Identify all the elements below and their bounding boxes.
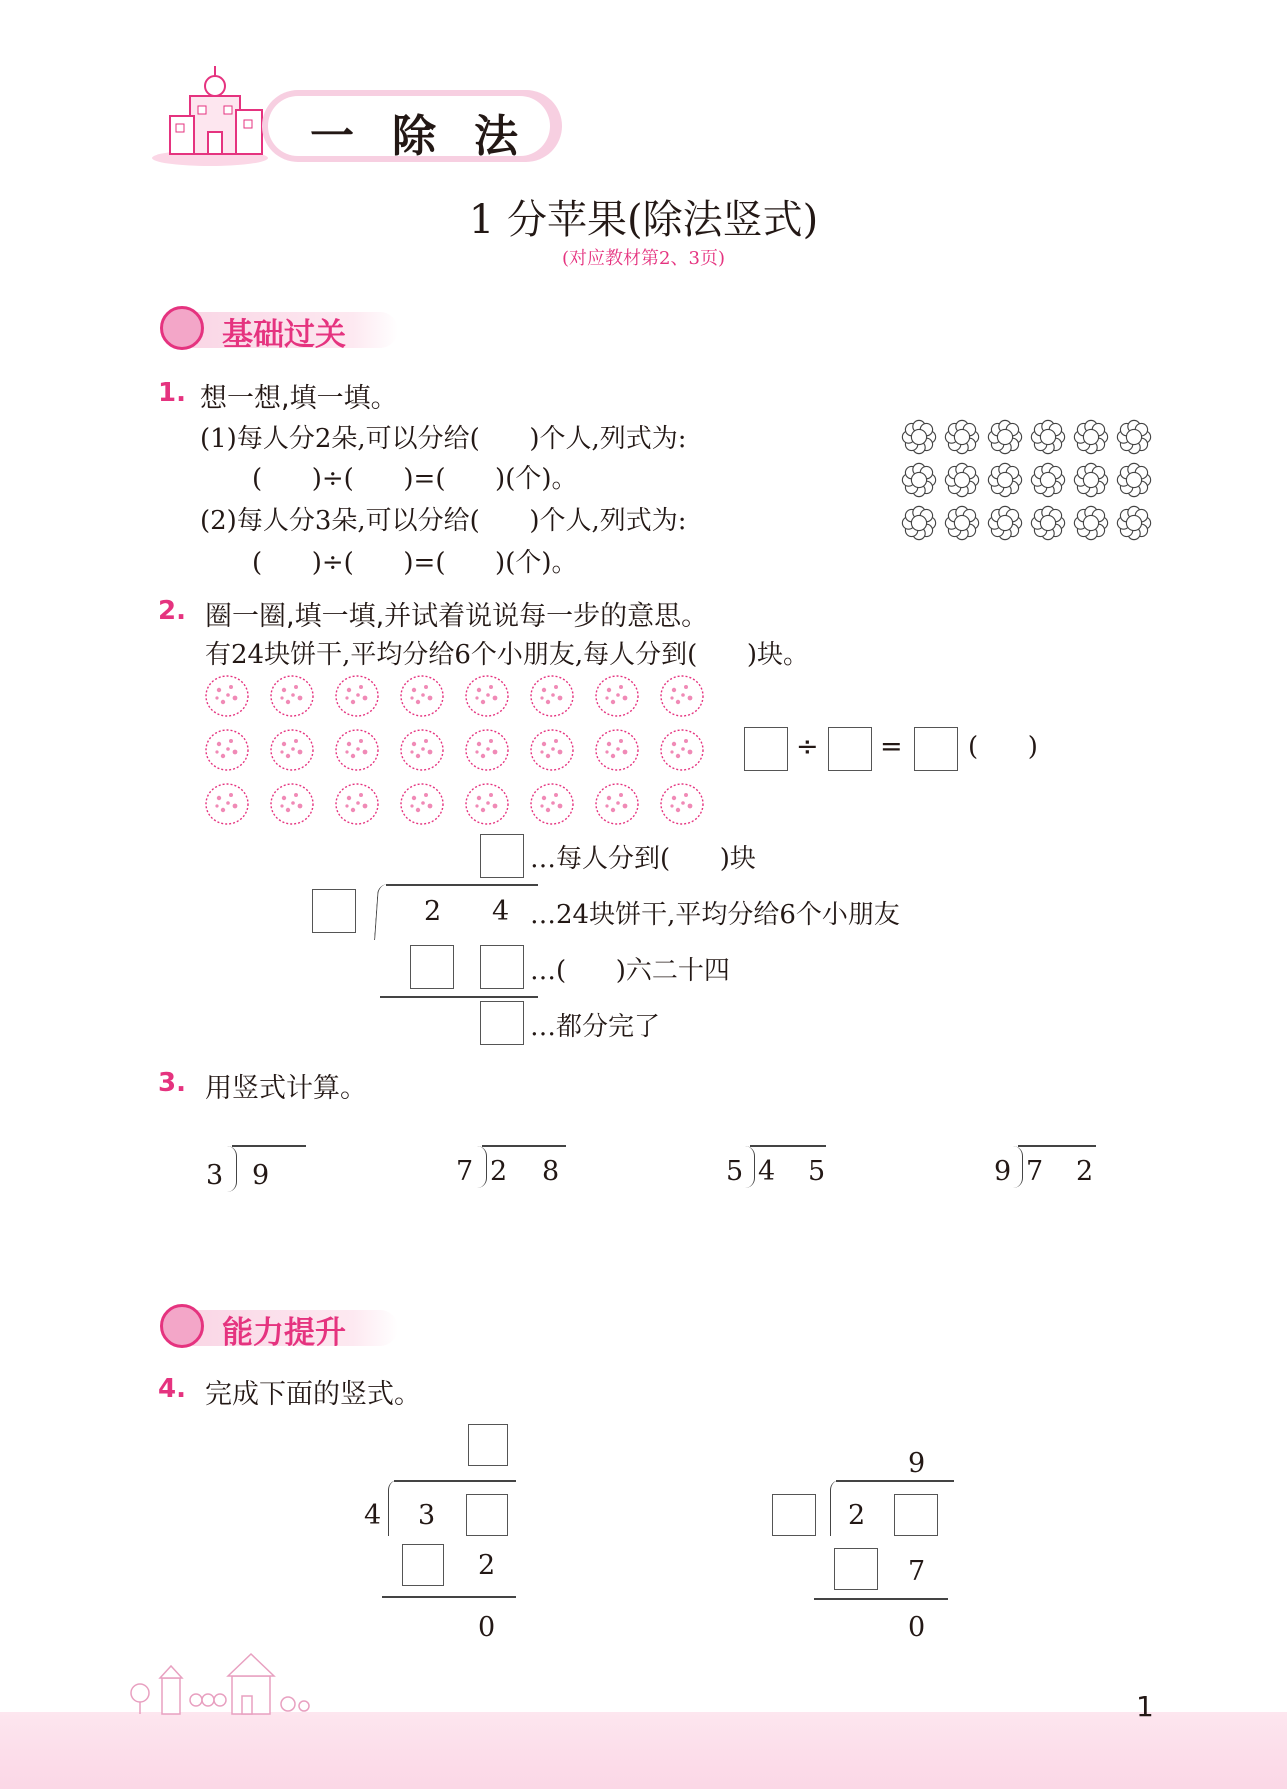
- dividend-digit: 7: [1026, 1156, 1044, 1187]
- cookie-icon: [399, 728, 445, 772]
- product-ones: 7: [908, 1556, 926, 1587]
- quotient-box[interactable]: [468, 1424, 508, 1466]
- cookie-icon: [659, 782, 705, 826]
- cookie-icon: [594, 674, 640, 718]
- subtraction-line: [382, 1596, 516, 1598]
- town-illustration-icon: [120, 1648, 360, 1718]
- product-ones-box[interactable]: [480, 945, 524, 989]
- cookie-icon: [399, 782, 445, 826]
- flower-icon: [943, 504, 981, 542]
- division-bracket: [374, 884, 393, 940]
- cookie-icon: [529, 728, 575, 772]
- q1-line-4: ( )÷( )=( )(个)。: [252, 548, 578, 578]
- divide-sign: ÷: [796, 731, 819, 762]
- division-bar: [232, 1145, 306, 1147]
- flower-icon: [900, 418, 938, 456]
- note-product: …( )六二十四: [530, 956, 730, 986]
- flower-icon: [1029, 504, 1067, 542]
- divisor: 3: [206, 1160, 224, 1191]
- cookie-icon: [269, 728, 315, 772]
- dividend-ones: 4: [492, 896, 510, 927]
- dividend-ones-box[interactable]: [894, 1494, 938, 1536]
- division-bar: [386, 884, 538, 886]
- q1-line-1: (1)每人分2朵,可以分给( )个人,列式为:: [200, 424, 687, 454]
- question-number: 3.: [158, 1068, 186, 1098]
- divisor: 7: [456, 1156, 474, 1187]
- remainder: 0: [478, 1612, 496, 1643]
- answer-box[interactable]: [914, 727, 958, 771]
- unit-blank: ( ): [968, 732, 1038, 762]
- division-bracket: [226, 1146, 237, 1192]
- answer-box[interactable]: [828, 727, 872, 771]
- division-bar: [750, 1145, 826, 1147]
- q1-line-3: (2)每人分3朵,可以分给( )个人,列式为:: [200, 506, 687, 536]
- dividend-digit: 2: [490, 1156, 508, 1187]
- division-bar: [1018, 1145, 1096, 1147]
- note-remainder: …都分完了: [530, 1012, 661, 1042]
- question-number: 1.: [158, 378, 186, 408]
- question-prompt: 完成下面的竖式。: [205, 1379, 421, 1410]
- flower-grid: [900, 418, 1158, 547]
- cookie-icon: [204, 782, 250, 826]
- note-quotient: …每人分到( )块: [530, 844, 756, 874]
- division-bracket: [830, 1480, 841, 1536]
- cookie-icon: [269, 674, 315, 718]
- cookie-icon: [269, 782, 315, 826]
- question-prompt: 用竖式计算。: [205, 1073, 367, 1104]
- footer-band: [0, 1712, 1287, 1789]
- dividend-digit: 2: [1076, 1156, 1094, 1187]
- division-bar: [482, 1145, 566, 1147]
- subtraction-line: [380, 996, 538, 998]
- footer-town-decoration: [120, 1648, 360, 1718]
- division-bracket: [1012, 1146, 1023, 1188]
- division-bracket: [744, 1146, 755, 1188]
- question-number: 2.: [158, 596, 186, 626]
- section-title: 基础过关: [222, 317, 346, 353]
- cookie-icon: [204, 674, 250, 718]
- division-bar: [836, 1480, 954, 1482]
- dividend-digit: 4: [758, 1156, 776, 1187]
- flower-icon: [986, 504, 1024, 542]
- girl-avatar-icon: [160, 306, 204, 350]
- cookie-icon: [464, 674, 510, 718]
- question-prompt: 圈一圈,填一填,并试着说说每一步的意思。: [205, 601, 709, 632]
- divisor: 4: [364, 1500, 382, 1531]
- quotient-box[interactable]: [480, 834, 524, 878]
- school-building-icon: [150, 66, 280, 166]
- division-bar: [394, 1480, 516, 1482]
- equals-sign: =: [880, 731, 903, 762]
- cookie-icon: [659, 674, 705, 718]
- flower-icon: [1072, 504, 1110, 542]
- product-ones: 2: [478, 1550, 496, 1581]
- subtraction-line: [814, 1598, 948, 1600]
- flower-icon: [1115, 418, 1153, 456]
- cookie-icon: [399, 674, 445, 718]
- divisor: 5: [726, 1156, 744, 1187]
- quotient: 9: [908, 1448, 926, 1479]
- question-prompt: 想一想,填一填。: [200, 383, 398, 414]
- flower-icon: [900, 504, 938, 542]
- divisor-box[interactable]: [772, 1494, 816, 1536]
- flower-icon: [943, 461, 981, 499]
- flower-icon: [1115, 504, 1153, 542]
- q2-statement: 有24块饼干,平均分给6个小朋友,每人分到( )块。: [205, 640, 810, 670]
- dividend-tens: 2: [848, 1500, 866, 1531]
- dividend-ones-box[interactable]: [466, 1494, 508, 1536]
- cookie-icon: [594, 728, 640, 772]
- flower-icon: [943, 418, 981, 456]
- answer-box[interactable]: [744, 727, 788, 771]
- cookie-icon: [659, 728, 705, 772]
- note-dividend: …24块饼干,平均分给6个小朋友: [530, 900, 900, 930]
- cookie-icon: [529, 782, 575, 826]
- lesson-subtitle: (对应教材第2、3页): [562, 248, 725, 269]
- cookie-icon: [464, 728, 510, 772]
- product-tens-box[interactable]: [410, 945, 454, 989]
- flower-icon: [986, 461, 1024, 499]
- cookie-icon: [464, 782, 510, 826]
- dividend-digit: 8: [542, 1156, 560, 1187]
- section-title: 能力提升: [222, 1315, 346, 1351]
- division-bracket: [476, 1146, 487, 1188]
- flower-icon: [1029, 418, 1067, 456]
- cookie-icon: [334, 674, 380, 718]
- product-tens-box[interactable]: [834, 1548, 878, 1590]
- dividend-tens: 2: [424, 896, 442, 927]
- dividend-digit: 9: [252, 1160, 270, 1191]
- boy-avatar-icon: [160, 1304, 204, 1348]
- flower-icon: [1072, 461, 1110, 499]
- question-number: 4.: [158, 1374, 186, 1404]
- chapter-decoration: [150, 66, 280, 166]
- flower-icon: [1072, 418, 1110, 456]
- q1-line-2: ( )÷( )=( )(个)。: [252, 464, 578, 494]
- cookie-icon: [334, 782, 380, 826]
- cookie-icon: [529, 674, 575, 718]
- division-bracket: [388, 1480, 399, 1536]
- divisor-box[interactable]: [312, 889, 356, 933]
- divisor: 9: [994, 1156, 1012, 1187]
- lesson-title: 1 分苹果(除法竖式): [468, 197, 819, 243]
- cookie-icon: [594, 782, 640, 826]
- flower-icon: [1029, 461, 1067, 499]
- chapter-title: 一除法: [310, 111, 556, 162]
- flower-icon: [900, 461, 938, 499]
- flower-icon: [1115, 461, 1153, 499]
- dividend-digit: 5: [808, 1156, 826, 1187]
- cookie-icon: [334, 728, 380, 772]
- cookie-grid: [204, 674, 724, 836]
- cookie-icon: [204, 728, 250, 772]
- product-tens-box[interactable]: [402, 1544, 444, 1586]
- dividend-tens: 3: [418, 1500, 436, 1531]
- flower-icon: [986, 418, 1024, 456]
- remainder-box[interactable]: [480, 1001, 524, 1045]
- remainder: 0: [908, 1612, 926, 1643]
- page-number: 1: [1136, 1690, 1154, 1723]
